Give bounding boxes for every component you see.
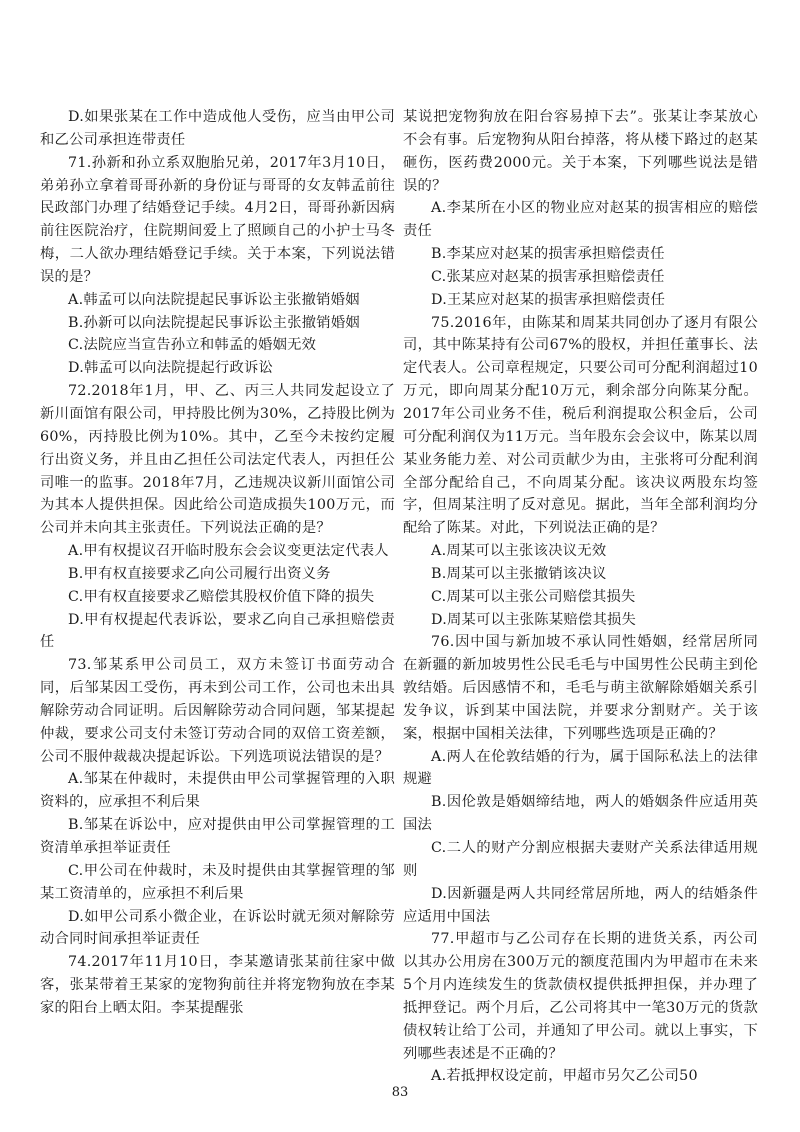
left-answer-option: B.甲有权直接要求乙向公司履行出资义务 <box>68 565 331 582</box>
right-column <box>403 106 758 1088</box>
right-answer-option: A.若抵押权设定前，甲超市另欠乙公司50 <box>431 1068 698 1085</box>
right-answer-option: B.周某可以主张撤销该决议 <box>431 565 607 582</box>
left-question-stem: 73.邹某系甲公司员工，双方未签订书面劳动合同，后邹某因工受伤，再未到公司工作，公司也未出具解除劳动合同证明。后因解除劳动合同问题，邹某提起仲裁，要求公司支付未签订劳动合同的双倍工资差额，公司不服仲裁裁决提起诉讼。下列选项说法错误的是？ <box>40 657 395 765</box>
left-column <box>40 106 395 1020</box>
left-answer-option: A.甲有权提议召开临时股东会会议变更法定代表人 <box>68 543 389 560</box>
right-continued-text: 某说把宠物狗放在阳台容易掉下去”。张某让李某放心不会有事。后宠物狗从阳台掉落，将从楼下路过的赵某砸伤，医药费2000元。关于本案，下列哪些说法是错误的？ <box>403 109 758 194</box>
left-answer-option: B.邹某在诉讼中，应对提供由甲公司掌握管理的工资清单承担举证责任 <box>40 817 395 856</box>
left-answer-option: D.甲有权提起代表诉讼，要求乙向自己承担赔偿责任 <box>40 611 395 651</box>
left-answer-option: C.甲公司在仲裁时，未及时提供由其掌握管理的邹某工资清单的，应承担不利后果 <box>40 862 395 902</box>
left-answer-option: A.邹某在仲裁时，未提供由甲公司掌握管理的入职资料的，应承担不利后果 <box>40 771 395 811</box>
right-answer-option: A.周某可以主张该决议无效 <box>431 543 607 560</box>
left-answer-option: A.韩孟可以向法院提起民事诉讼主张撤销婚姻 <box>68 291 360 308</box>
left-question-stem: 74.2017年11月10日，李某邀请张某前往家中做客，张某带着王某家的宠物狗前往并将宠物狗放在李某家的阳台上晒太阳。李某提醒张 <box>40 954 395 1016</box>
right-answer-option: C.张某应对赵某的损害承担赔偿责任 <box>431 268 665 285</box>
right-answer-option: B.因伦敦是婚姻缔结地，两人的婚姻条件应适用英国法 <box>403 794 758 834</box>
right-answer-option: A.两人在伦敦结婚的行为，属于国际私法上的法律规避 <box>403 748 758 788</box>
left-answer-option: D.如果张某在工作中造成他人受伤，应当由甲公司和乙公司承担连带责任 <box>40 109 395 148</box>
right-answer-option: D.因新疆是两人共同经常居所地，两人的结婚条件应适用中国法 <box>403 885 758 925</box>
left-answer-option: B.孙新可以向法院提起民事诉讼主张撤销婚姻 <box>68 314 360 331</box>
right-answer-option: D.周某可以主张陈某赔偿其损失 <box>431 611 637 628</box>
right-answer-option: B.李某应对赵某的损害承担赔偿责任 <box>431 246 665 263</box>
page-number: 83 <box>391 1085 409 1100</box>
left-answer-option: D.韩孟可以向法院提起行政诉讼 <box>68 360 274 377</box>
right-answer-option: D.王某应对赵某的损害承担赔偿责任 <box>431 291 666 308</box>
right-question-stem: 76.因中国与新加坡不承认同性婚姻，经常居所同在新疆的新加坡男性公民毛毛与中国男性公民萌主到伦敦结婚。后因感情不和，毛毛与萌主欲解除婚姻关系引发争议，诉到某中国法院，并要求分割财产。关于该案，根据中国相关法律，下列哪些选项是正确的？ <box>403 634 758 742</box>
left-question-stem: 71.孙新和孙立系双胞胎兄弟，2017年3月10日，弟弟孙立拿着哥哥孙新的身份证与哥哥的女友韩孟前往民政部门办理了结婚登记手续。4月2日，哥哥孙新因病前往医院治疗，住院期间爱上了照顾自己的小护士马冬梅，二人欲办理结婚登记手续。关于本案，下列说法错误的是？ <box>40 154 395 285</box>
right-question-stem: 77.甲超市与乙公司存在长期的进货关系，丙公司以其办公用房在300万元的额度范围内为甲超市在未来5个月内连续发生的货款债权提供抵押担保，并办理了抵押登记。两个月后，乙公司将其中一笔30万元的货款债权转让给丁公司，并通知了甲公司。就以上事实，下列哪些表述是不正确的？ <box>403 931 758 1062</box>
left-answer-option: C.法院应当宣告孙立和韩孟的婚姻无效 <box>68 337 317 354</box>
left-answer-option: D.如甲公司系小微企业，在诉讼时就无须对解除劳动合同时间承担举证责任 <box>40 908 395 948</box>
right-answer-option: A.李某所在小区的物业应对赵某的损害相应的赔偿责任 <box>403 200 758 240</box>
right-question-stem: 75.2016年，由陈某和周某共同创办了逐月有限公司，其中陈某持有公司67%的股权，并担任董事长、法定代表人。公司章程规定，只要公司可分配利润超过10万元，即向周某分配10万元，剩余部分向陈某分配。2017年公司业务不佳，税后利润提取公积金后，公司可分配利润仅为11万元。当年股东会会议中，陈某以周某业务能力差、对公司贡献少为由，主张将可分配利润全部分配给自己，不向周某分配。该决议两股东均签字，但周某注明了反对意见。据此，当年全部利润均分配给了陈某。对此，下列说法正确的是？ <box>403 314 758 537</box>
right-answer-option: C.二人的财产分割应根据夫妻财产关系法律适用规则 <box>403 840 758 879</box>
right-answer-option: C.周某可以主张公司赔偿其损失 <box>431 588 636 605</box>
left-question-stem: 72.2018年1月，甲、乙、丙三人共同发起设立了新川面馆有限公司，甲持股比例为30%，乙持股比例为60%，丙持股比例为10%。其中，乙至今未按约定履行出资义务，并且由乙担任公司法定代表人，丙担任公司唯一的监事。2018年7月，乙违规决议新川面馆公司为其本人提供担保。因此给公司造成损失100万元，而公司并未向其主张责任。下列说法正确的是？ <box>40 383 395 537</box>
left-answer-option: C.甲有权直接要求乙赔偿其股权价值下降的损失 <box>68 588 375 605</box>
